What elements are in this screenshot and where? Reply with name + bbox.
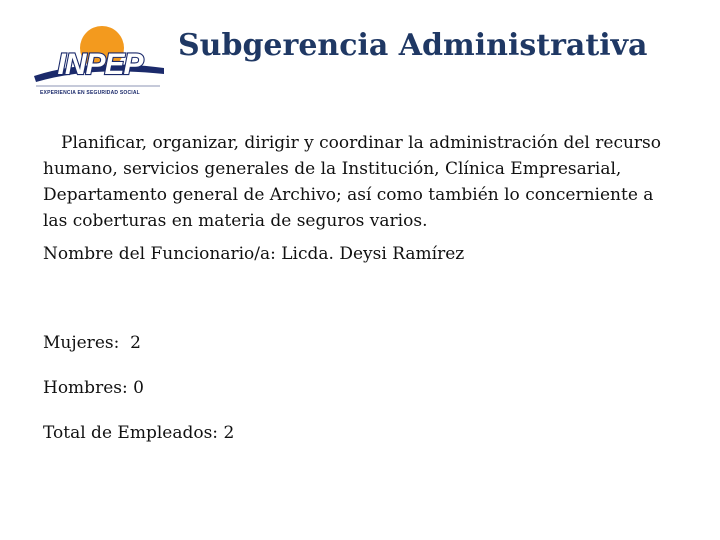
- logo-tagline: EXPERIENCIA EN SEGURIDAD SOCIAL: [40, 90, 140, 96]
- official-name: Licda. Deysi Ramírez: [281, 244, 465, 264]
- official-label: Nombre del Funcionario/a:: [43, 244, 276, 264]
- description-paragraph: Planificar, organizar, dirigir y coordinar la administración del recurso humano, servicios generales de la Institución, Clínica Empresarial, Departamento general de Archivo; así como también lo concerniente a las coberturas en materia de seguros varios.: [43, 133, 661, 231]
- men-value: 0: [133, 378, 144, 398]
- total-count-line: [43, 422, 234, 444]
- total-label: Total de Empleados:: [43, 423, 219, 443]
- logo-wordmark: INPEP: [57, 48, 143, 81]
- men-count-line: [43, 377, 144, 399]
- women-label: Mujeres:: [43, 333, 120, 353]
- page-title: Subgerencia Administrativa: [178, 28, 648, 63]
- women-count-line: [43, 332, 141, 354]
- men-label: Hombres:: [43, 378, 128, 398]
- total-value: 2: [223, 423, 235, 443]
- inpep-logo: [30, 22, 170, 100]
- women-value: 2: [130, 333, 141, 353]
- official-line: [43, 243, 464, 265]
- inpep-logo-graphic: [30, 22, 170, 100]
